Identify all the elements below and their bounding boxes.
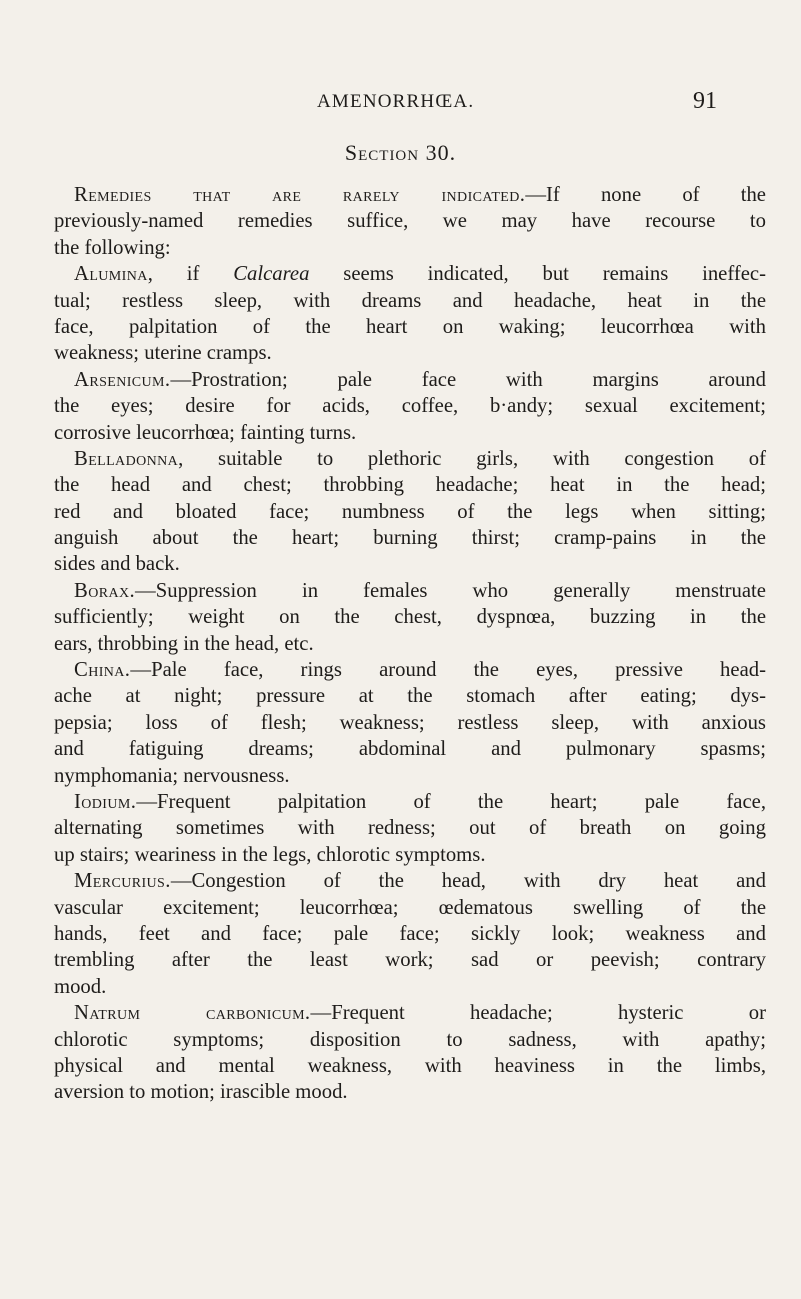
paragraph xyxy=(54,868,766,1000)
text-line xyxy=(54,499,766,525)
text-line xyxy=(54,974,766,1000)
text-run: —Congestion of the head, with dry heat and xyxy=(170,870,766,893)
text-run: corrosive leucorrhœa; fainting turns. xyxy=(54,421,357,444)
text-line xyxy=(54,1027,766,1053)
text-line xyxy=(54,921,766,947)
remedy-name: Belladonna xyxy=(74,447,179,470)
text-line xyxy=(54,367,766,393)
text-run: —Pale face, rings around the eyes, pressive head- xyxy=(130,659,766,682)
text-line xyxy=(54,235,766,261)
text-line xyxy=(54,340,766,366)
section-heading: Section 30. xyxy=(344,140,457,165)
text-run: seems indicated, but remains ineffec- xyxy=(309,263,767,286)
text-run: , if xyxy=(147,263,234,286)
text-line xyxy=(54,525,766,551)
text-line xyxy=(54,710,766,736)
remedy-name: China. xyxy=(74,659,131,682)
text-run: , suitable to plethoric girls, with congestion of xyxy=(178,447,766,470)
remedy-name: Iodium. xyxy=(74,790,137,813)
text-line xyxy=(54,815,766,841)
paragraph xyxy=(54,261,766,367)
text-run: —Frequent headache; hysteric or xyxy=(310,1002,766,1025)
text-run: tual; restless sleep, with dreams and headache, heat in the xyxy=(54,289,766,312)
text-run: mood. xyxy=(54,975,107,998)
paragraph xyxy=(54,657,766,789)
text-line xyxy=(54,631,766,657)
text-line xyxy=(54,736,766,762)
text-line xyxy=(54,842,766,868)
remedy-name: Borax. xyxy=(74,579,136,602)
paragraph xyxy=(54,182,766,261)
text-line xyxy=(54,314,766,340)
page-number: 91 xyxy=(693,88,717,114)
text-line xyxy=(54,261,766,287)
body-text xyxy=(54,182,766,1106)
running-title: AMENORRHŒA. xyxy=(317,91,475,112)
text-run: vascular excitement; leucorrhœa; œdematous swelling of the xyxy=(54,896,766,919)
text-run: aversion to motion; irascible mood. xyxy=(54,1081,348,1104)
text-run: previously-named remedies suffice, we may have recourse to xyxy=(54,210,766,233)
text-run: —Prostration; pale face with margins around xyxy=(170,368,766,391)
text-line xyxy=(54,947,766,973)
text-line xyxy=(54,868,766,894)
text-line xyxy=(54,288,766,314)
text-run: sides and back. xyxy=(54,553,180,576)
text-run: ears, throbbing in the head, etc. xyxy=(54,632,314,655)
text-run: and fatiguing dreams; abdominal and pulmonary spasms; xyxy=(54,738,766,761)
text-run: sufficiently; weight on the chest, dyspnœa, buzzing in the xyxy=(54,606,766,629)
text-run: trembling after the least work; sad or peevish; contrary xyxy=(54,949,766,972)
text-line xyxy=(54,208,766,234)
text-run: hands, feet and face; pale face; sickly look; weakness and xyxy=(54,922,766,945)
remedy-name: Mercurius. xyxy=(74,870,171,893)
text-line xyxy=(54,446,766,472)
text-line xyxy=(54,420,766,446)
text-run: the head and chest; throbbing headache; heat in the head; xyxy=(54,474,766,497)
text-line xyxy=(54,895,766,921)
text-line xyxy=(54,182,766,208)
paragraph xyxy=(54,578,766,657)
remedy-name: Remedies that are rarely indicated. xyxy=(74,184,526,206)
remedy-name: Alumina xyxy=(74,263,148,286)
paragraph xyxy=(54,1000,766,1106)
text-run: alternating sometimes with redness; out of breath on going xyxy=(54,817,766,840)
text-run: —Suppression in females who generally menstruate xyxy=(135,579,766,602)
text-run: red and bloated face; numbness of the legs when sitting; xyxy=(54,500,766,523)
text-line xyxy=(54,604,766,630)
text-run: anguish about the heart; burning thirst; cramp-pains in the xyxy=(54,527,766,550)
text-run: —Frequent palpitation of the heart; pale face, xyxy=(136,790,766,813)
text-run: —If none of the xyxy=(525,184,766,206)
text-run: nymphomania; nervousness. xyxy=(54,764,290,787)
text-line xyxy=(54,551,766,577)
italic-term: Calcarea xyxy=(233,263,310,286)
text-line xyxy=(54,393,766,419)
text-line xyxy=(54,472,766,498)
text-line xyxy=(54,578,766,604)
remedy-name: Arsenicum. xyxy=(74,368,171,391)
remedy-name: Natrum carbonicum. xyxy=(74,1002,311,1025)
text-line xyxy=(54,657,766,683)
text-run: pepsia; loss of flesh; weakness; restless sleep, with anxious xyxy=(54,711,766,734)
text-line xyxy=(54,1079,766,1105)
text-line xyxy=(54,1053,766,1079)
text-run: chlorotic symptoms; disposition to sadness, with apathy; xyxy=(54,1028,766,1051)
text-run: the following: xyxy=(54,236,171,259)
text-line xyxy=(54,789,766,815)
text-run: weakness; uterine cramps. xyxy=(54,342,272,365)
text-run: up stairs; weariness in the legs, chlorotic symptoms. xyxy=(54,843,486,866)
text-line xyxy=(54,1000,766,1026)
paragraph xyxy=(54,446,766,578)
paragraph xyxy=(54,789,766,868)
running-header xyxy=(317,88,717,121)
text-run: ache at night; pressure at the stomach after eating; dys- xyxy=(54,685,766,708)
text-line xyxy=(54,763,766,789)
paragraph xyxy=(54,367,766,446)
text-run: the eyes; desire for acids, coffee, b·andy; sexual excitement; xyxy=(54,395,766,418)
text-run: physical and mental weakness, with heaviness in the limbs, xyxy=(54,1054,766,1077)
text-line xyxy=(54,683,766,709)
text-run: face, palpitation of the heart on waking; leucorrhœa with xyxy=(54,315,766,338)
